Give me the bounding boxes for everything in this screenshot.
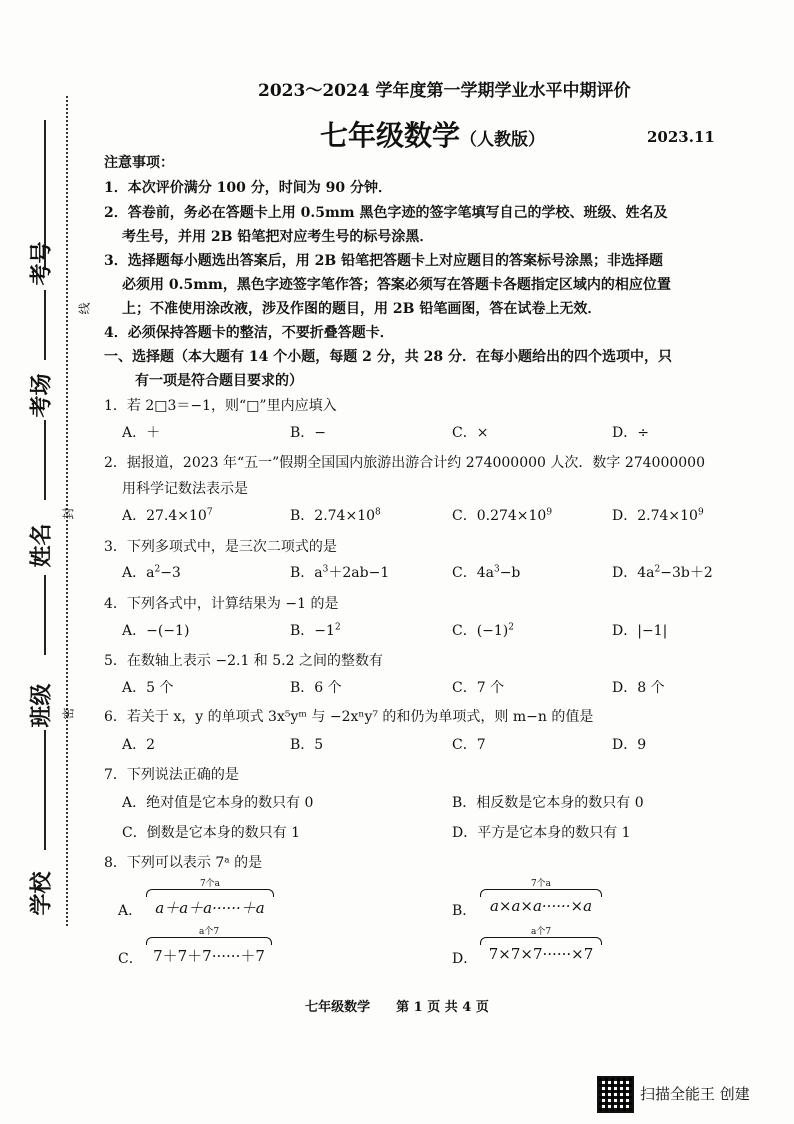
q1-option-d: D．÷ bbox=[612, 425, 649, 441]
qr-code-icon bbox=[597, 1076, 634, 1113]
question-7-stem: 7．下列说法正确的是 bbox=[104, 767, 239, 783]
q8-option-c-brace bbox=[146, 937, 272, 945]
q8-option-d bbox=[480, 924, 602, 963]
q8-option-b-mark: 7个a bbox=[530, 879, 552, 889]
q4-option-c: C．$(-1)^2$ bbox=[452, 622, 515, 639]
q8-option-c-mark: a个7 bbox=[198, 927, 220, 937]
q2-option-c: C．$0.274\times 10^9$ bbox=[452, 507, 553, 524]
question-1-stem: 1．若 2□3＝−1，则“□”里内应填入 bbox=[104, 398, 337, 414]
q8-option-b bbox=[480, 876, 602, 915]
q5-option-c: C．7 个 bbox=[452, 680, 505, 696]
question-3-stem: 3．下列多项式中，是三次二项式的是 bbox=[104, 539, 337, 555]
q8-option-a bbox=[146, 876, 274, 918]
q8-option-b-brace bbox=[480, 889, 602, 897]
note-item: 1．本次评价满分 100 分，时间为 90 分钟． bbox=[104, 180, 392, 196]
label-name: 姓名 bbox=[28, 523, 55, 568]
note-item: 考生号，并用 2B 铅笔把对应考生号的标号涂黑． bbox=[122, 229, 434, 245]
label-class: 班级 bbox=[28, 683, 55, 728]
q1-option-a: A．＋ bbox=[122, 425, 161, 441]
edition-text: （人教版） bbox=[460, 130, 546, 150]
sidebar-line bbox=[44, 290, 46, 360]
q8-option-d-expr: 7×7×7······×7 bbox=[488, 945, 594, 963]
q1-option-b: B．− bbox=[290, 425, 327, 441]
q7-option-a: A．绝对值是它本身的数只有 0 bbox=[122, 795, 314, 811]
q6-option-b: B．5 bbox=[290, 737, 324, 753]
note-item: 必须用 0.5mm，黑色字迹签字笔作答；答案必须写在答题卡各题指定区域内的相应位置 bbox=[122, 277, 671, 293]
q8-option-a-expr: a＋a＋a······＋a bbox=[155, 899, 265, 917]
q3-option-b: B．$a^3+2ab-1$ bbox=[290, 564, 390, 581]
exam-date: 2023.11 bbox=[647, 128, 715, 146]
question-2-stem: 2．据报道，2023 年“五一”假期全国国内旅游出游合计约 274000000 人次．数字 274000000 bbox=[104, 455, 705, 471]
sidebar-line bbox=[44, 575, 46, 655]
note-item: 上；不准使用涂改液，涉及作图的题目，用 2B 铅笔画图，答在试卷上无效． bbox=[122, 301, 602, 317]
seal-word-feng: 封 bbox=[61, 507, 76, 520]
q8-option-d-label: D． bbox=[452, 951, 478, 967]
sidebar-line bbox=[44, 420, 46, 500]
question-5-stem: 5．在数轴上表示 −2.1 和 5.2 之间的整数有 bbox=[104, 653, 383, 669]
q3-option-c: C．$4a^3-b$ bbox=[452, 564, 521, 581]
q8-option-b-expr: a×a×a······×a bbox=[489, 897, 593, 915]
q3-option-d: D．$4a^2-3b+2$ bbox=[612, 564, 713, 581]
q2-option-d: D．$2.74\times 10^9$ bbox=[612, 507, 704, 524]
q8-option-d-brace bbox=[480, 937, 602, 945]
sidebar-line bbox=[44, 730, 46, 850]
q5-option-b: B．6 个 bbox=[290, 680, 342, 696]
exam-subtitle: 2023～2024 学年度第一学期学业水平中期评价 bbox=[258, 81, 631, 101]
q8-option-c-expr: 7＋7＋7······＋7 bbox=[153, 947, 265, 965]
q7-option-b: B．相反数是它本身的数只有 0 bbox=[452, 795, 644, 811]
question-2-stem-cont: 用科学记数法表示是 bbox=[122, 481, 248, 497]
section1-heading: 一、选择题（本大题有 14 个小题，每题 2 分，共 28 分．在每小题给出的四个选项中，只 bbox=[104, 349, 672, 365]
q8-option-d-mark: a个7 bbox=[530, 927, 552, 937]
q1-option-c: C．× bbox=[452, 425, 489, 441]
q6-option-c: C．7 bbox=[452, 737, 486, 753]
section1-heading-cont: 有一项是符合题目要求的） bbox=[135, 373, 303, 389]
note-item: 2．答卷前，务必在答题卡上用 0.5mm 黑色字迹的签字笔填写自己的学校、班级、姓名及 bbox=[104, 205, 668, 221]
page-footer: 七年级数学 第 1 页 共 4 页 bbox=[305, 1000, 489, 1015]
q8-option-b-label: B． bbox=[452, 903, 477, 919]
label-school: 学校 bbox=[28, 871, 55, 916]
q2-option-b: B．$2.74\times 10^8$ bbox=[290, 507, 381, 524]
seal-word-xian: 线 bbox=[77, 302, 92, 315]
label-exam-number: 考号 bbox=[28, 241, 55, 286]
scanner-watermark: 扫描全能王 创建 bbox=[640, 1085, 750, 1103]
q6-option-a: A．2 bbox=[122, 737, 156, 753]
question-6-stem: 6．若关于 x，y 的单项式 3x⁵yᵐ 与 −2xⁿy⁷ 的和仍为单项式，则 m−n 的值是 bbox=[104, 709, 594, 725]
exam-title bbox=[320, 114, 545, 154]
note-item: 3．选择题每小题选出答案后，用 2B 铅笔把答题卡上对应题目的答案标号涂黑；非选择题 bbox=[104, 253, 664, 269]
q7-option-c: C．倒数是它本身的数只有 1 bbox=[122, 825, 301, 841]
q3-option-a: A．$a^2-3$ bbox=[122, 564, 181, 581]
q8-option-c-label: C． bbox=[118, 951, 143, 967]
notes-heading: 注意事项： bbox=[104, 155, 174, 171]
q4-option-a: A．−(−1) bbox=[122, 623, 190, 639]
q8-option-a-brace bbox=[146, 889, 274, 897]
question-4-stem: 4．下列各式中，计算结果为 −1 的是 bbox=[104, 596, 339, 612]
label-exam-room: 考场 bbox=[28, 373, 55, 418]
q4-option-d: D．|−1| bbox=[612, 623, 668, 639]
q4-option-b: B．$-1^2$ bbox=[290, 622, 341, 639]
q8-option-a-mark: 7个a bbox=[199, 879, 221, 889]
q2-option-a: A．$27.4\times 10^7$ bbox=[122, 507, 213, 524]
q8-option-c bbox=[146, 924, 272, 966]
q8-option-a-label: A． bbox=[118, 903, 143, 919]
q5-option-a: A．5 个 bbox=[122, 680, 174, 696]
seal-word-mi: 密 bbox=[61, 707, 76, 720]
q7-option-d: D．平方是它本身的数只有 1 bbox=[452, 825, 631, 841]
note-item: 4．必须保持答题卡的整洁，不要折叠答题卡． bbox=[104, 325, 394, 341]
q5-option-d: D．8 个 bbox=[612, 680, 665, 696]
question-8-stem: 8．下列可以表示 7ᵃ 的是 bbox=[104, 855, 263, 871]
title-text: 七年级数学 bbox=[320, 119, 461, 152]
q6-option-d: D．9 bbox=[612, 737, 647, 753]
